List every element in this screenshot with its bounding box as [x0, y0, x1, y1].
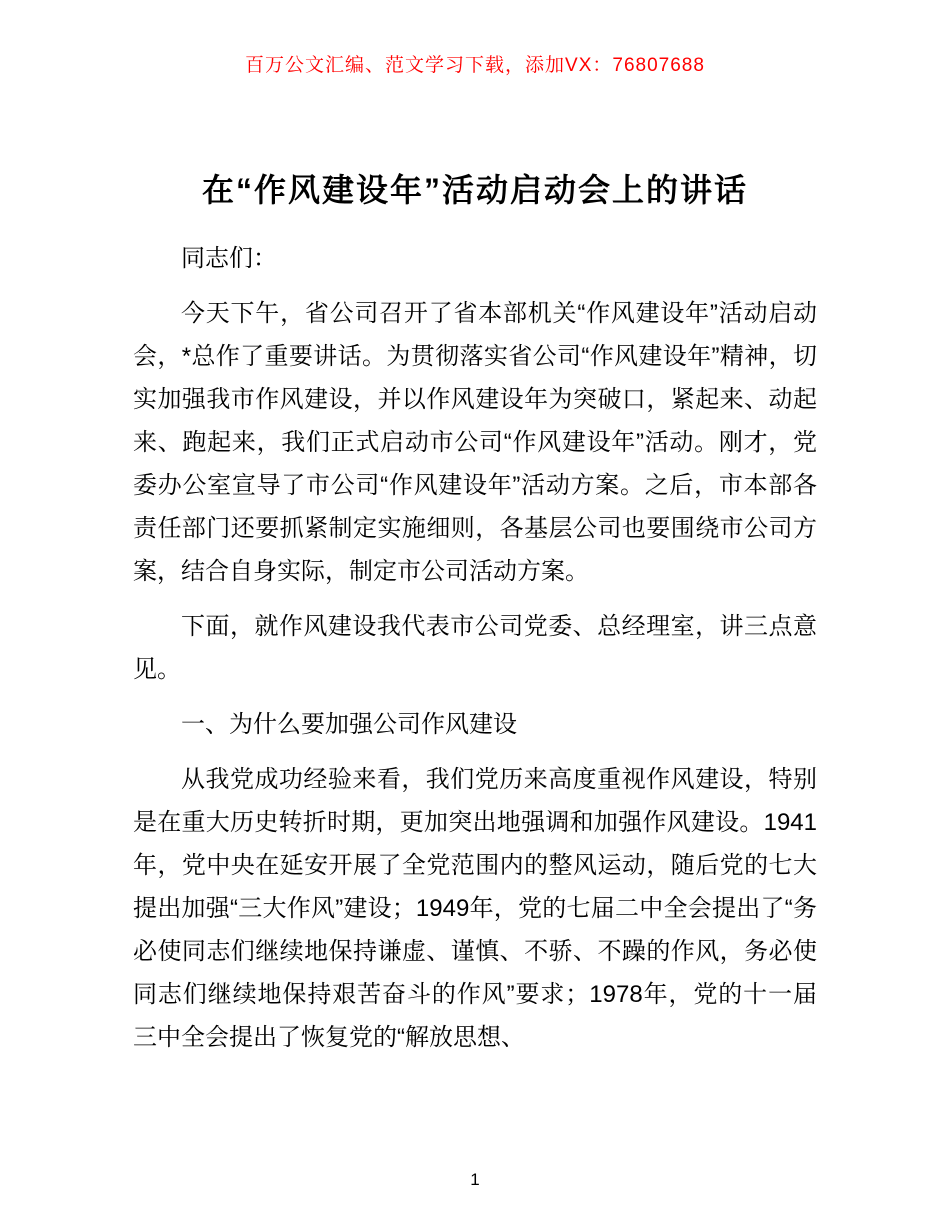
paragraph-history: 从我党成功经验来看，我们党历来高度重视作风建设，特别是在重大历史转折时期，更加突出地强调和加强作风建设。1941年，党中央在延安开展了全党范围内的整风运动，随后党的七大提出加强“三大作风”建设；1949年，党的七届二中全会提出了“务必使同志们继续地保持谦虚、谨慎、不骄、不躁的作风，务必使同志们继续地保持艰苦奋斗的作风”要求；1978年，党的十一届三中全会提出了恢复党的“解放思想、	[133, 766, 817, 1051]
document-title: 在“作风建设年”活动启动会上的讲话	[201, 172, 748, 208]
document-content	[133, 165, 817, 1059]
page-number: 1	[470, 1170, 480, 1189]
paragraph-salutation: 同志们：	[181, 245, 277, 272]
page-footer	[0, 1170, 950, 1190]
paragraph-transition: 下面，就作风建设我代表市公司党委、总经理室，讲三点意见。	[133, 613, 817, 683]
section-heading-1: 一、为什么要加强公司作风建设	[181, 711, 517, 738]
promo-banner	[0, 0, 950, 77]
promo-text: 百万公文汇编、范文学习下载，添加VX：76807688	[245, 55, 705, 76]
paragraph-intro: 今天下午，省公司召开了省本部机关“作风建设年”活动启动会，*总作了重要讲话。为贯彻落实省公司“作风建设年”精神，切实加强我市作风建设，并以作风建设年为突破口，紧起来、动起来、跑起来，我们正式启动市公司“作风建设年”活动。刚才，党委办公室宣导了市公司“作风建设年”活动方案。之后，市本部各责任部门还要抓紧制定实施细则，各基层公司也要围绕市公司方案，结合自身实际，制定市公司活动方案。	[133, 300, 817, 585]
